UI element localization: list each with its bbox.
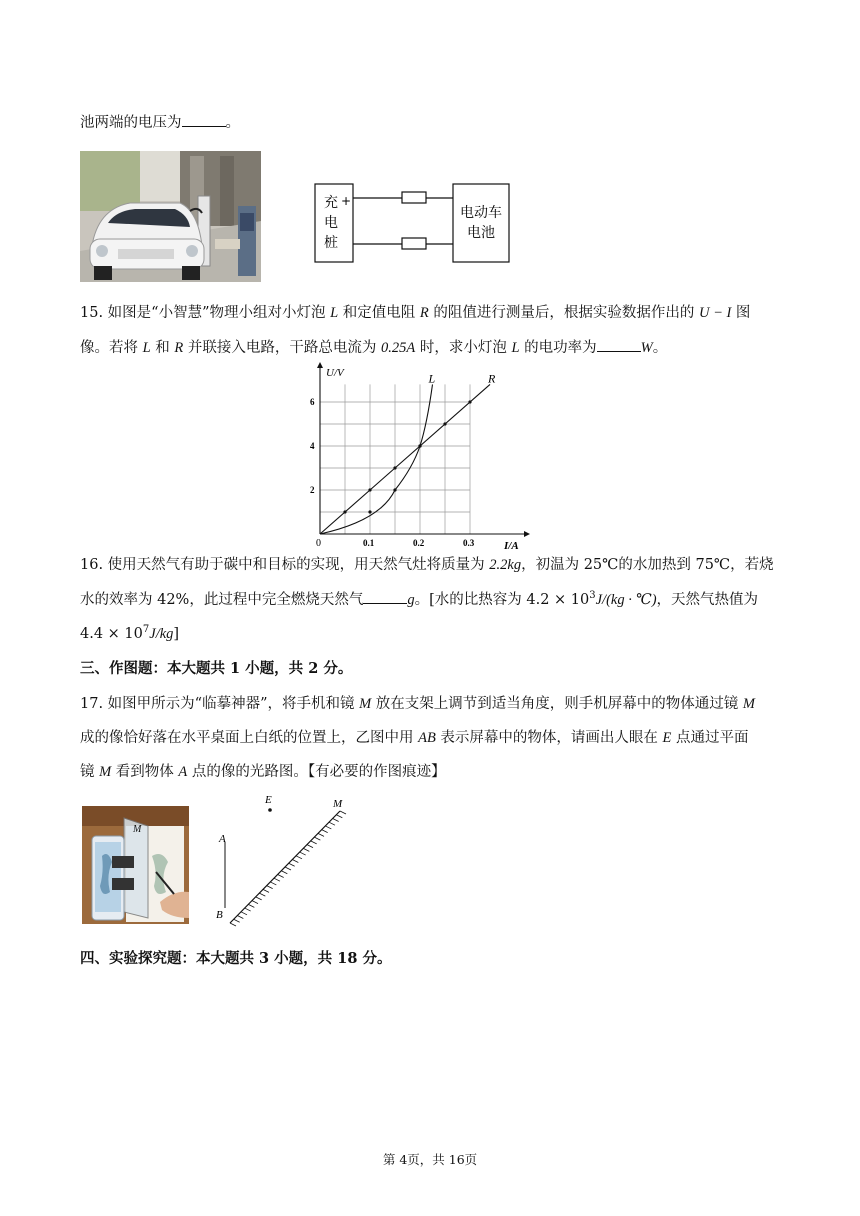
data-point-L bbox=[368, 510, 371, 513]
tracing-device-photo bbox=[82, 806, 189, 924]
circuit-plus: + bbox=[341, 194, 352, 208]
mirror-hatch bbox=[300, 852, 306, 855]
q14-tail: 池两端的电压为 。 bbox=[80, 115, 240, 131]
data-point-R bbox=[443, 422, 446, 425]
circuit-label-2: 电 bbox=[324, 215, 338, 231]
answer-blank bbox=[182, 126, 226, 127]
eye-point-E bbox=[268, 808, 272, 812]
curve-label-R: R bbox=[488, 371, 496, 386]
origin-label: 0 bbox=[316, 538, 321, 549]
y-tick-label: 6 bbox=[310, 397, 315, 407]
mirror-hatch bbox=[245, 908, 251, 911]
answer-blank bbox=[363, 603, 407, 604]
mirror-hatch bbox=[285, 867, 291, 870]
section-4-heading: 四、实验探究题：本大题共 3 小题，共 18 分。 bbox=[80, 950, 392, 967]
circuit-label-3: 桩 bbox=[324, 235, 338, 251]
y-axis-label: U/V bbox=[326, 367, 344, 379]
mirror-hatch bbox=[303, 848, 309, 851]
u-i-graph bbox=[300, 362, 530, 550]
mirror-hatch bbox=[256, 897, 262, 900]
q16-line-3: $4.4 \times 10^7J/kg$] bbox=[80, 624, 180, 642]
circuit-label-ev: 电动车 bbox=[460, 205, 502, 221]
q17-line-1: 17. 如图甲所示为“临摹神器”，将手机和镜 M 放在支架上调节到适当角度，则手机屏幕中的物体通过镜 M bbox=[80, 696, 756, 712]
label-E: E bbox=[265, 794, 272, 806]
section-3-heading: 三、作图题：本大题共 1 小题，共 2 分。 bbox=[80, 660, 353, 677]
data-point-R bbox=[368, 488, 371, 491]
photo-label-M: M bbox=[133, 824, 142, 835]
mirror-hatch bbox=[241, 912, 247, 915]
mirror-hatch bbox=[311, 841, 317, 844]
mirror-hatch bbox=[322, 830, 328, 833]
x-axis-label: I/A bbox=[504, 540, 519, 550]
page-footer: 第 4页，共 16页 bbox=[382, 1152, 478, 1167]
mirror-hatch bbox=[230, 923, 236, 926]
mirror-hatch bbox=[340, 811, 346, 814]
label-M: M bbox=[333, 798, 343, 810]
data-point-R bbox=[343, 510, 346, 513]
mirror-hatch bbox=[318, 833, 324, 836]
circuit-label-1: 充 bbox=[324, 195, 338, 211]
q15-line-2: 像。若将 L 和 R 并联接入电路，干路总电流为 0.25A 时，求小灯泡 L 的电功率为 W。 bbox=[80, 340, 668, 356]
mirror-hatch bbox=[263, 889, 269, 892]
x-tick-label: 0.2 bbox=[413, 538, 425, 548]
mirror-hatch bbox=[237, 916, 243, 919]
mirror-hatch bbox=[325, 826, 331, 829]
mirror-hatch bbox=[296, 856, 302, 859]
mirror-hatch bbox=[278, 874, 284, 877]
q16-line-1: 16. 使用天然气有助于碳中和目标的实现，用天然气灶将质量为 2.2kg，初温为 25℃的水加热到 75℃，若烧 bbox=[80, 557, 774, 573]
circuit-label-battery: 电池 bbox=[467, 225, 495, 241]
mirror-hatch bbox=[252, 901, 258, 904]
mirror-hatch bbox=[259, 893, 265, 896]
q17-line-3: 镜 M 看到物体 A 点的像的光路图。【有必要的作图痕迹】 bbox=[80, 764, 446, 780]
x-tick-label: 0.1 bbox=[363, 538, 375, 548]
mirror-hatch bbox=[267, 886, 273, 889]
x-tick-label: 0.3 bbox=[463, 538, 475, 548]
q17-line-2: 成的像恰好落在水平桌面上白纸的位置上，乙图中用 AB 表示屏幕中的物体，请画出人眼在 E 点通过平面 bbox=[80, 730, 749, 746]
charging-circuit-diagram bbox=[310, 180, 515, 266]
q16-line-2: 水的效率为 42%，此过程中完全燃烧天然气 g。[水的比热容为 $4.2 \times 10^3J/(kg$ · ℃)，天然气热值为 bbox=[80, 590, 759, 608]
answer-blank bbox=[597, 351, 641, 352]
mirror-hatch bbox=[274, 878, 280, 881]
mirror-hatch bbox=[307, 845, 313, 848]
y-tick-label: 4 bbox=[310, 441, 315, 451]
mirror-hatch bbox=[234, 919, 240, 922]
mirror-hatch bbox=[329, 822, 335, 825]
curve-label-L: L bbox=[428, 371, 436, 386]
mirror-hatch bbox=[289, 863, 295, 866]
data-point-R bbox=[468, 400, 471, 403]
mirror-hatch bbox=[336, 815, 342, 818]
mirror-hatch bbox=[333, 818, 339, 821]
mirror-hatch bbox=[281, 871, 287, 874]
data-point-L bbox=[393, 488, 396, 491]
mirror-hatch bbox=[292, 860, 298, 863]
ev-charging-photo bbox=[80, 151, 261, 282]
data-point-L bbox=[418, 444, 421, 447]
plane-mirror-diagram bbox=[210, 790, 360, 930]
data-point-R bbox=[393, 466, 396, 469]
label-B: B bbox=[216, 909, 223, 921]
label-A: A bbox=[219, 833, 226, 845]
series-line-L bbox=[320, 384, 433, 534]
mirror-hatch bbox=[314, 837, 320, 840]
mirror-hatch bbox=[248, 904, 254, 907]
y-tick-label: 2 bbox=[310, 485, 315, 495]
mirror-hatch bbox=[270, 882, 276, 885]
q15-line-1: 15. 如图是“小智慧”物理小组对小灯泡 L 和定值电阻 R 的阻值进行测量后，根据实验数据作出的 U − I 图 bbox=[80, 305, 751, 321]
